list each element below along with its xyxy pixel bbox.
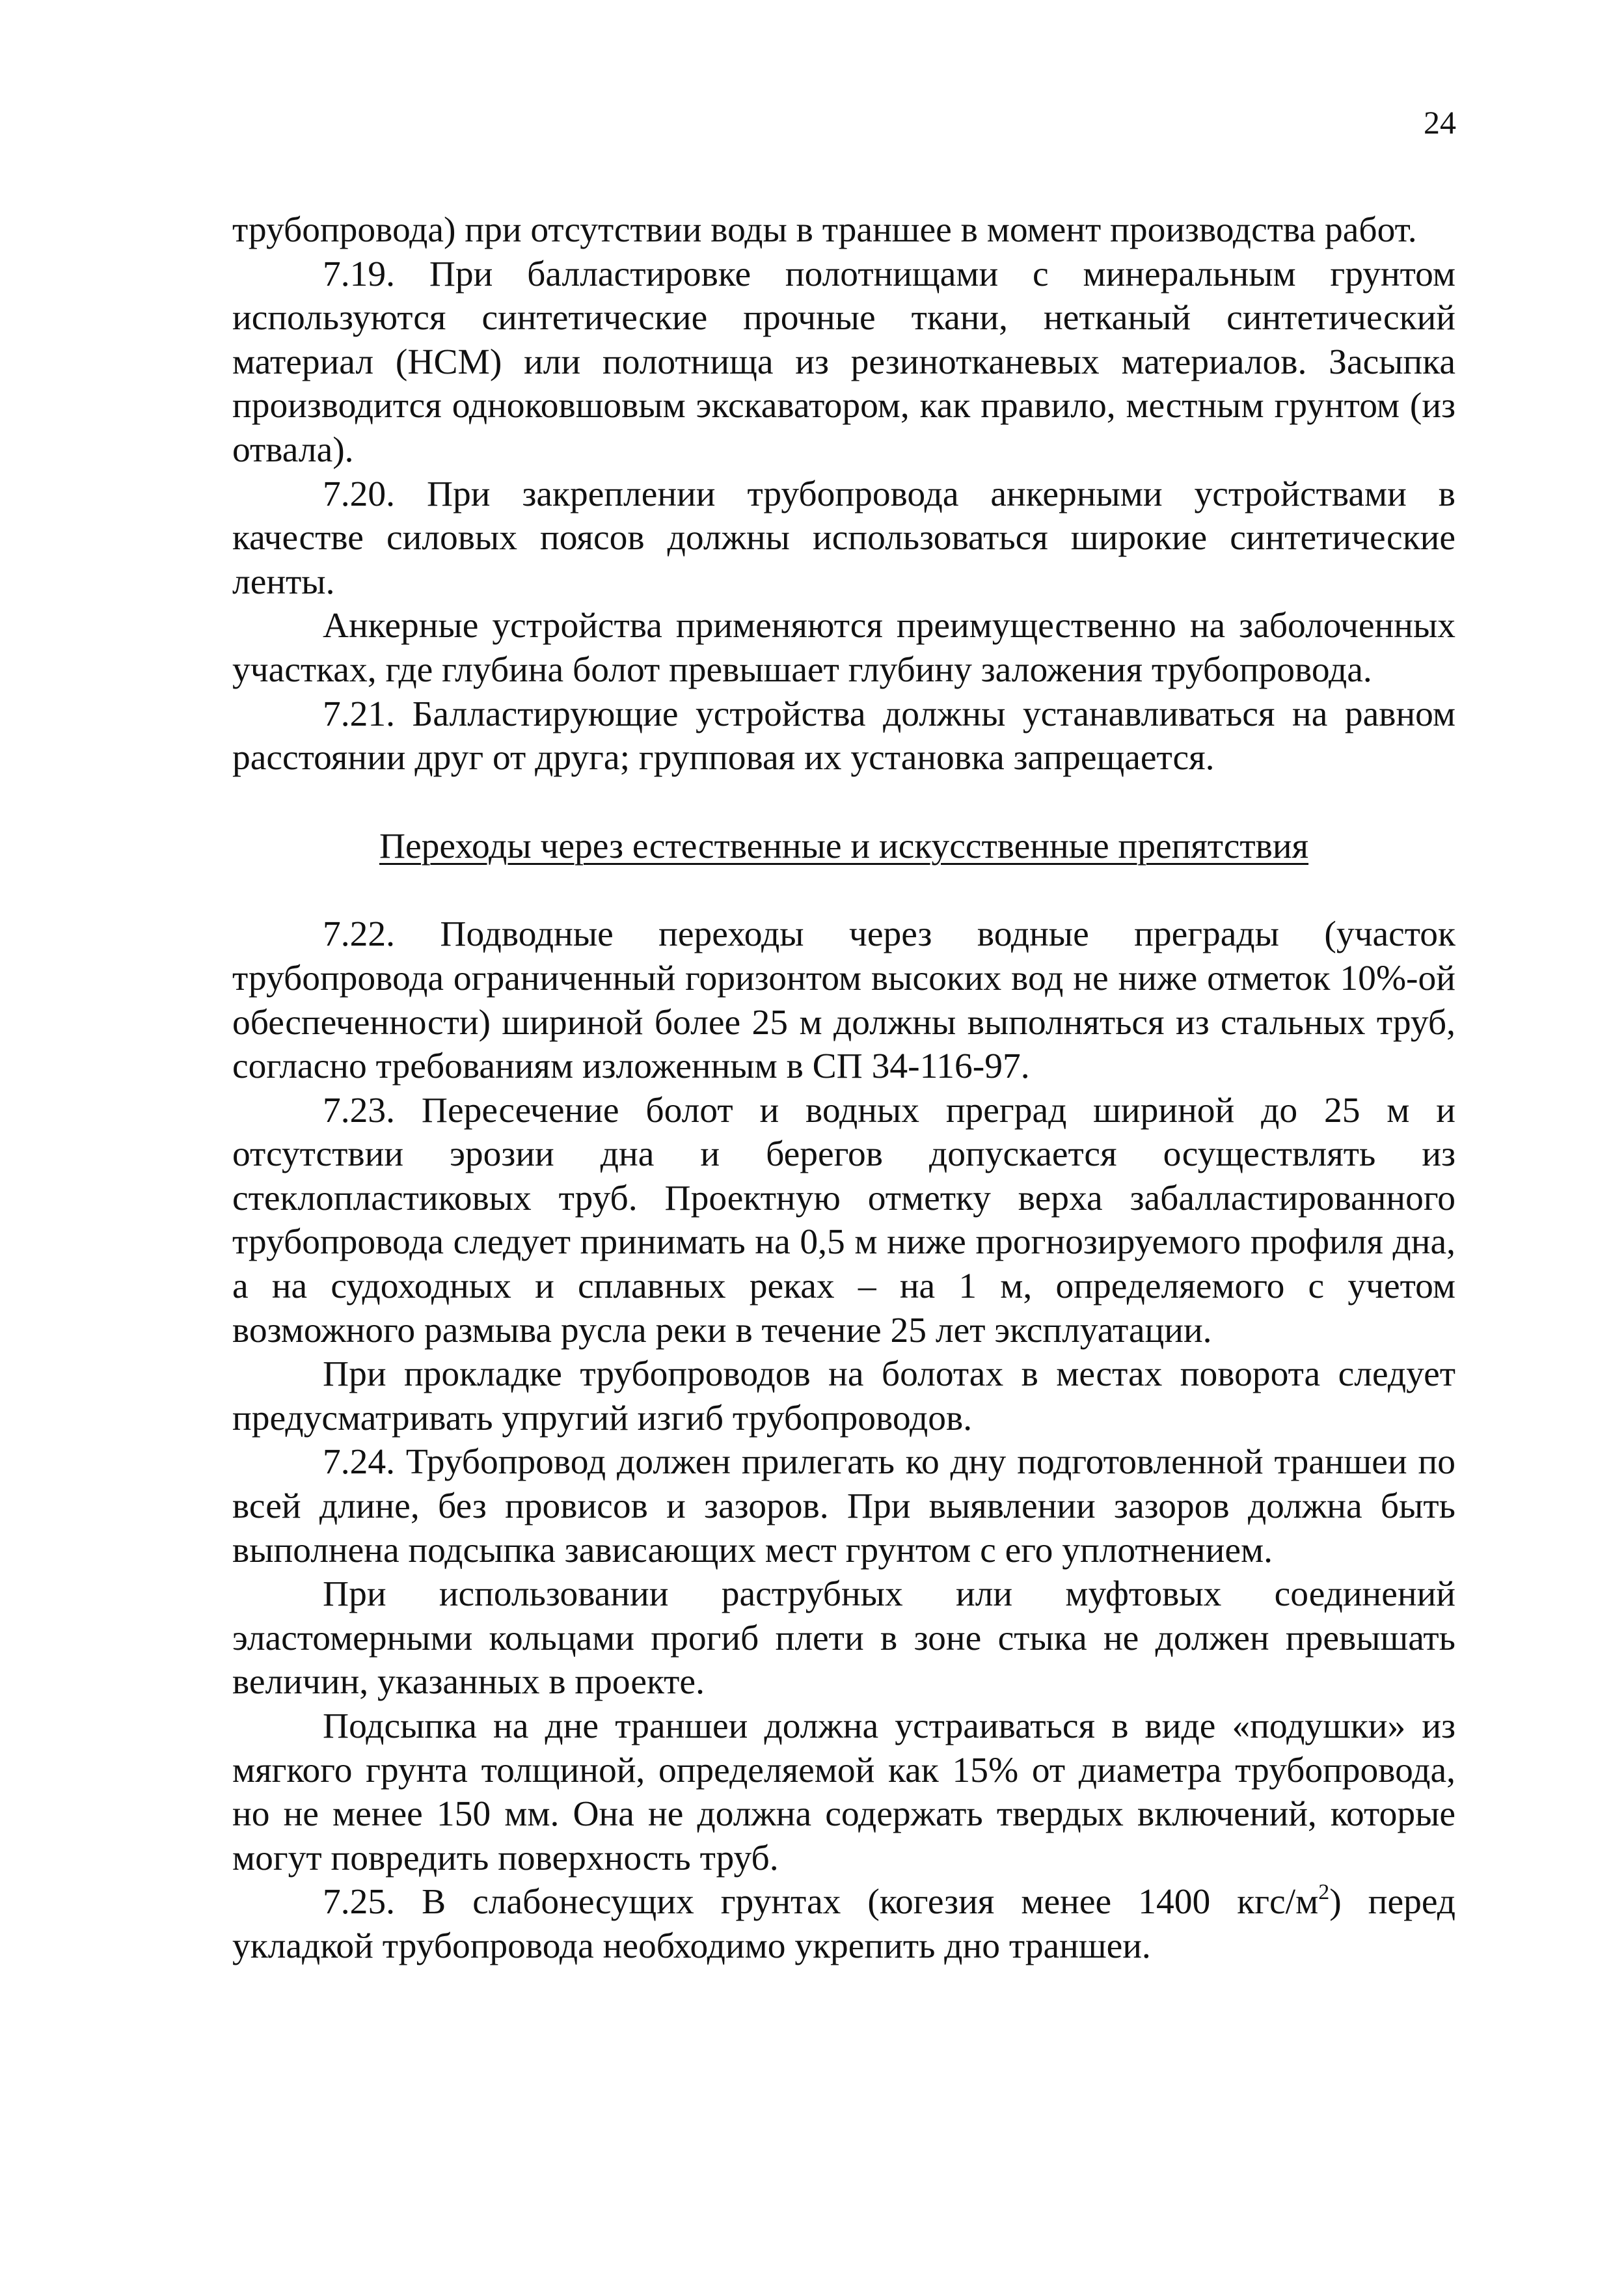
page-number: 24 (1424, 104, 1456, 141)
paragraph-swamp-turn: При прокладке трубопроводов на болотах в местах поворота следует предусматривать упругий изгиб трубопроводов. (232, 1354, 1455, 1438)
paragraph-7-20: 7.20. При закреплении трубопровода анкерными устройствами в качестве силовых поясов должны использоваться широкие синтетические ленты. (232, 474, 1455, 602)
paragraphs-after-heading (232, 912, 1455, 1880)
superscript-2: 2 (1318, 1880, 1330, 1905)
paragraph-cont: трубопровода) при отсутствии воды в траншее в момент производства работ. (232, 210, 1417, 250)
paragraph-7-25-text-1: 7.25. В слабонесущих грунтах (когезия менее 1400 кгс/м (323, 1882, 1319, 1922)
paragraph-anchors: Анкерные устройства применяются преимущественно на заболоченных участках, где глубина болот превышает глубину заложения трубопровода. (232, 606, 1455, 690)
paragraph-joints: При использовании раструбных или муфтовых соединений эластомерными кольцами прогиб плети в зоне стыка не должен превышать величин, указанных в проекте. (232, 1574, 1455, 1702)
paragraph-7-22: 7.22. Подводные переходы через водные преграды (участок трубопровода ограниченный горизонтом высоких вод не ниже отметок 10%-ой обеспеченности) шириной более 25 м должны выполняться из стальных труб, согласно требованиям изложенным в СП 34-116-97. (232, 914, 1455, 1087)
paragraph-7-23: 7.23. Пересечение болот и водных преград шириной до 25 м и отсутствии эрозии дна и берегов допускается осуществлять из стеклопластиковых труб. Проектную отметку верха забалластированного трубопровода следует принимать на 0,5 м ниже прогнозируемого профиля дна, а на судоходных и сплавных реках – на 1 м, определяемого с учетом возможного размыва русла реки в течение 25 лет эксплуатации. (232, 1090, 1455, 1350)
paragraph-7-24: 7.24. Трубопровод должен прилегать ко дну подготовленной траншеи по всей длине, без провисов и зазоров. При выявлении зазоров должна быть выполнена подсыпка зависающих мест грунтом с его уплотнением. (232, 1442, 1455, 1570)
paragraphs-before-heading (232, 208, 1455, 780)
page-body (232, 208, 1455, 1969)
paragraph-7-25 (232, 1880, 1455, 1968)
paragraph-7-21: 7.21. Балластирующие устройства должны устанавливаться на равном расстоянии друг от друга; групповая их установка запрещается. (232, 694, 1455, 778)
paragraph-7-19: 7.19. При балластировке полотнищами с минеральным грунтом используются синтетические прочные ткани, нетканый синтетический материал (НСМ) или полотнища из резинотканевых материалов. Засыпка производится одноковшовым экскаватором, как правило, местным грунтом (из отвала). (232, 254, 1455, 470)
paragraph-cushion: Подсыпка на дне траншеи должна устраиваться в виде «подушки» из мягкого грунта толщиной, определяемой как 15% от диаметра трубопровода, но не менее 150 мм. Она не должна содержать твердых включений, которые могут повредить поверхность труб. (232, 1706, 1455, 1878)
section-heading: Переходы через естественные и искусственные препятствия (379, 826, 1309, 866)
paragraph-7-25-text-2: ) перед укладкой трубопровода необходимо укрепить дно траншеи. (232, 1882, 1455, 1966)
